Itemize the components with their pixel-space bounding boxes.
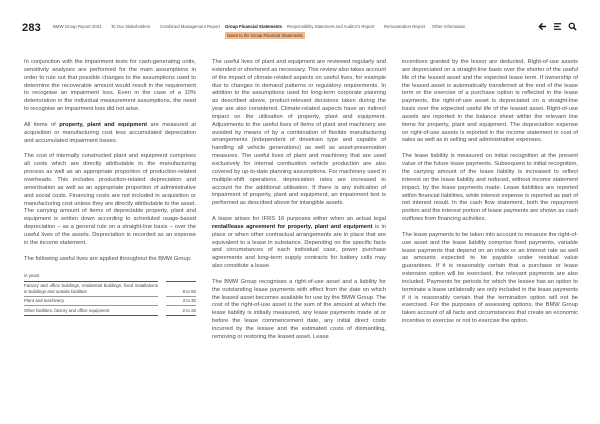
nav-responsibility-statement[interactable]: Responsibility Statement and Auditor's Report (287, 24, 375, 29)
page-header (0, 0, 600, 40)
bold-term: rental/lease agreement for property, plant and equipment (212, 223, 373, 230)
menu-icon[interactable] (553, 22, 562, 31)
table-row (24, 281, 196, 296)
useful-lives-table (24, 271, 196, 315)
bold-term: property, plant and equipment (59, 121, 148, 128)
text-column-1 (24, 59, 196, 316)
nav-remuneration-report[interactable]: Remuneration Report (384, 24, 426, 29)
text: A lease arises for IFRS 16 purposes either when an actual legal (212, 216, 386, 223)
text-column-3 (402, 59, 578, 334)
page-number: 283 (22, 22, 41, 34)
paragraph-lease-liability: The lease liability is measured on initial recognition at the present value of the future lease payments. Subsequent to initial recognition, the carrying amount of the lease liability is increased to reflect interest on the lease liability and reduced, without income statement impact, by the lease payments made. Lease liabilities are reported within financial liabilities, while interest expense is reported as part of net interest result. In the cash flow statement, both the repayment portion and the interest portion of lease payments are shown as cash outflows from financing activities. (402, 153, 578, 223)
paragraph-right-of-use-recognition: The BMW Group recognises a right-of-use asset and a liability for the outstanding lease payments with effect from the date on which the leased asset becomes available for use by the BMW Group. The cost of the right-of-use asset is the sum of the amount at which the lease liability is initially measured, any lease payments made at or before the lease commencement date, any initial direct costs incurred by the lessee and the estimated costs of dismantling, removing or restoring the leased asset. Lease (212, 278, 386, 340)
paragraph-ppe-measurement (24, 122, 196, 146)
table-header-value (166, 271, 196, 281)
nav-combined-management-report[interactable]: Combined Management Report (160, 24, 220, 29)
row-label: Factory and office buildings, residential buildings, fixed installations in buildings and outside facilities (24, 281, 158, 296)
paragraph-lease-definition (212, 216, 386, 271)
subnav-notes-tab[interactable]: Notes to the Group Financial Statements (227, 33, 303, 38)
nav-group-financial-statements[interactable]: Group Financial Statements (225, 24, 283, 29)
text: are measured at acquisition or manufacturing cost less accumulated depreciation and accumulated impairment losses. (24, 121, 196, 144)
row-value: 2 to 25 (166, 306, 196, 316)
search-icon[interactable] (568, 22, 577, 31)
header-icons (538, 22, 577, 31)
row-value: 8 to 50 (166, 281, 196, 296)
paragraph-useful-lives-intro: The following useful lives are applied throughout the BMW Group: (24, 255, 192, 262)
table-row (24, 306, 196, 316)
row-value: 3 to 30 (166, 296, 196, 306)
paragraph-right-of-use-depreciation: incentives granted by the lessor are deducted. Right-of-use assets are depreciated on a straight-line basis over the shorter of the useful life of the leased asset and the expected lease term. If ownership of the leased asset is automatically transferred at the end of the lease term or the exercise of a purchase option is reflected in the lease payments, the right-of-use asset is depreciated on a straight-line basis over the expected useful life of the leased asset. Right-of-use assets are reported in the balance sheet within the relevant line items for property, plant and equipment. The depreciation expense on right-of-use assets is reported in the income statement in cost of sales as well as in selling and administrative expenses. (402, 59, 578, 144)
row-label: Other facilities, factory and office equipment (24, 306, 158, 316)
paragraph-internal-construction-cost: The cost of internally constructed plant and equipment comprises all costs which are directly attributable to the manufacturing process as well as an appropriate proportion of production-related overheads. This includes production-related depreciation and amortisation as well as an appropriate proportion of administrative and social costs. Financing costs are not included in acquisition or manufacturing cost unless they are directly attributable to the asset. The carrying amount of items of depreciable property, plant and equipment is written down according to scheduled usage-based depreciation – as a general rule on a straight-line basis – over the useful lives of the assets. Depreciation is recorded as an expense in the income statement. (24, 153, 196, 246)
paragraph-useful-lives-review: The useful lives of plant and equipment are reviewed regularly and extended or shortened as necessary. This review also takes account of the impact of climate-related aspects on useful lives, for example due to changes in demand patterns or regulatory requirements. In addition to the assumptions used for long-term corporate planning as described above, product-relevant decisions taken during the year are also considered. Climate-related aspects have an indirect impact on the utilisation of property, plant and equipment. Adjustments to the useful lives of items of plant and machinery are avoided by means of by a combination of flexible manufacturing arrangements (independent of drivetrain type and capable of handling all vehicle generations) as well as asset-preservation measures. The useful lives of plant and machinery that are used exclusively for internal combustion vehicle production are also covered by up-to-date planning assumptions. For machinery used in multiple-shift operations, depreciation rates are increased to account for the additional utilisation. If there is any indication of impairment of property, plant and equipment, an impairment test is performed as described above for intangible assets. (212, 59, 386, 207)
paragraph-impairment-sensitivity: In conjunction with the impairment tests for cash-generating units, sensitivity analyses are performed for the main assumptions in order to rule out that possible changes to the assumptions used to determine the recoverable amount would result in the requirement to recognise an impairment loss. Even in the case of a 10% deterioration in the individual measurement assumptions, the need to recognise an impairment loss did not arise. (24, 59, 196, 113)
table-header-unit: in years (24, 271, 158, 281)
text-column-2 (212, 59, 386, 350)
nav-bmw-group-report[interactable]: BMW Group Report 2024 (53, 24, 102, 29)
table-row (24, 296, 196, 306)
back-arrow-icon[interactable] (538, 22, 547, 31)
row-label: Plant and machinery (24, 296, 158, 306)
nav-other-information[interactable]: Other Information (432, 24, 466, 29)
text: is in place or when other contractual arrangements are in place that are equivalent to a lease in substance. Depending on the specific facts and circumstances of each individual case, power purchase agreements and long-term supply contracts for battery cells may also constitute a lease. (212, 223, 387, 270)
text: All items of (24, 121, 60, 128)
nav-to-our-stakeholders[interactable]: To Our Stakeholders (111, 24, 151, 29)
table-header-row (24, 271, 196, 281)
paragraph-lease-payments: The lease payments to be taken into account to measure the right-of-use asset and the lease liability comprise fixed payments, variable lease payments that depend on an index or an interest rate as well as amounts expected to be payable under residual value guarantees. If it is reasonably certain that a purchase or lease extension option will be exercised, the relevant payments are also included. Payments for periods for which the lessee has an option to terminate a lease unilaterally are only included in the lease payments if it is reasonably certain that the termination option will not be exercised. For the purposes of assessing options, the BMW Group takes account of all facts and circumstances that create an economic incentive to exercise or not to exercise the option. (402, 231, 578, 325)
